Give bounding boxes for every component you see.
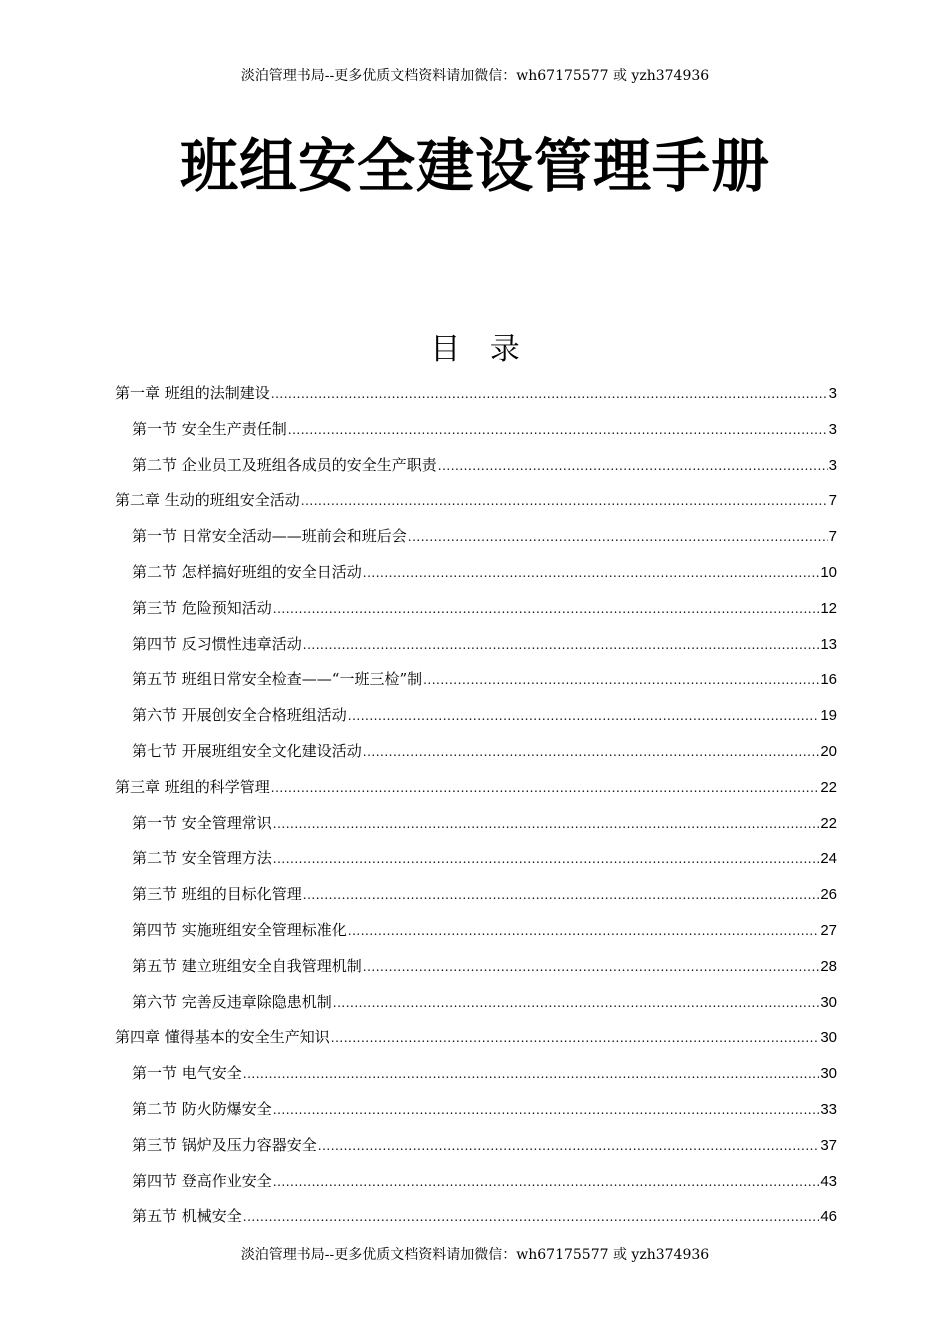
toc-page-number: 12 [820, 599, 837, 617]
toc-dot-leader [348, 699, 820, 735]
toc-entry-title: 第四章 懂得基本的安全生产知识 [115, 1028, 330, 1047]
toc-dot-leader [273, 842, 820, 878]
toc-dot-leader [243, 1057, 820, 1093]
toc-page-number: 24 [820, 850, 837, 868]
toc-entry-title: 第四节 反习惯性违章活动 [132, 634, 302, 653]
toc-section-entry[interactable] [115, 1164, 837, 1200]
toc-entry-title: 第三节 危险预知活动 [132, 598, 272, 617]
toc-page-number: 3 [828, 456, 837, 474]
toc-section-entry[interactable] [115, 448, 837, 484]
toc-page-number: 3 [828, 385, 837, 402]
toc-dot-leader [271, 771, 820, 807]
table-of-contents [115, 376, 837, 1235]
toc-page-number: 22 [820, 778, 837, 796]
toc-entry-title: 第三章 班组的科学管理 [115, 777, 270, 796]
toc-dot-leader [438, 449, 828, 485]
toc-entry-title: 第二章 生动的班组安全活动 [115, 491, 300, 510]
toc-page-number: 13 [820, 635, 837, 653]
toc-dot-leader [363, 735, 820, 771]
toc-page-number: 43 [820, 1172, 837, 1190]
toc-section-entry[interactable] [115, 1128, 837, 1164]
toc-page-number: 10 [820, 563, 837, 581]
toc-section-entry[interactable] [115, 734, 837, 770]
toc-entry-title: 第一节 安全管理常识 [132, 813, 272, 832]
toc-section-entry[interactable] [115, 519, 837, 555]
toc-page-number: 7 [828, 492, 837, 510]
toc-entry-title: 第二节 防火防爆安全 [132, 1099, 272, 1118]
toc-dot-leader [363, 950, 820, 986]
toc-page-number: 30 [820, 1029, 837, 1047]
toc-dot-leader [303, 628, 820, 664]
toc-dot-leader [423, 663, 819, 699]
toc-page-number: 28 [820, 957, 837, 975]
toc-heading: 目 录 [430, 332, 530, 367]
toc-page-number: 20 [820, 742, 837, 760]
toc-entry-title: 第三节 锅炉及压力容器安全 [132, 1135, 317, 1154]
toc-section-entry[interactable] [115, 913, 837, 949]
toc-dot-leader [363, 556, 820, 592]
toc-entry-title: 第五节 班组日常安全检查——“一班三检”制 [132, 670, 423, 689]
toc-entry-title: 第一节 日常安全活动——班前会和班后会 [132, 527, 407, 546]
toc-page-number: 26 [820, 886, 837, 904]
toc-section-entry[interactable] [115, 627, 837, 663]
toc-dot-leader [348, 914, 820, 950]
toc-dot-leader [301, 484, 828, 520]
toc-section-entry[interactable] [115, 591, 837, 627]
toc-entry-title: 第六节 开展创安全合格班组活动 [132, 706, 347, 725]
toc-section-entry[interactable] [115, 698, 837, 734]
toc-entry-title: 第五节 机械安全 [132, 1207, 242, 1226]
toc-section-entry[interactable] [115, 877, 837, 913]
toc-dot-leader [408, 520, 828, 556]
toc-chapter-entry[interactable] [115, 483, 837, 519]
toc-section-entry[interactable] [115, 806, 837, 842]
document-title: 班组安全建设管理手册 [179, 132, 770, 200]
toc-dot-leader [273, 807, 820, 843]
toc-section-entry[interactable] [115, 1092, 837, 1128]
toc-dot-leader [331, 1021, 820, 1057]
toc-page-number: 30 [820, 1065, 837, 1083]
toc-page-number: 37 [820, 1136, 837, 1154]
toc-dot-leader [303, 878, 820, 914]
toc-page-number: 33 [820, 1100, 837, 1118]
toc-entry-title: 第三节 班组的目标化管理 [132, 885, 302, 904]
header-note: 淡泊管理书局--更多优质文档资料请加微信：wh67175577 或 yzh374936 [240, 68, 710, 84]
toc-section-entry[interactable] [115, 662, 837, 698]
toc-entry-title: 第七节 开展班组安全文化建设活动 [132, 741, 362, 760]
toc-entry-title: 第四节 实施班组安全管理标准化 [132, 920, 347, 939]
toc-section-entry[interactable] [115, 949, 837, 985]
toc-section-entry[interactable] [115, 412, 837, 448]
toc-page-number: 30 [820, 993, 837, 1011]
toc-entry-title: 第一节 安全生产责任制 [132, 419, 287, 438]
toc-dot-leader [243, 1200, 820, 1236]
footer-note: 淡泊管理书局--更多优质文档资料请加微信：wh67175577 或 yzh374936 [240, 1247, 710, 1263]
toc-dot-leader [273, 1165, 820, 1201]
toc-page-number: 16 [820, 671, 837, 689]
toc-dot-leader [318, 1129, 820, 1165]
toc-entry-title: 第二节 怎样搞好班组的安全日活动 [132, 562, 362, 581]
toc-entry-title: 第一节 电气安全 [132, 1064, 242, 1083]
toc-dot-leader [333, 986, 820, 1022]
toc-dot-leader [288, 413, 828, 449]
toc-page-number: 27 [820, 921, 837, 939]
toc-page-number: 7 [828, 528, 837, 546]
toc-page-number: 3 [828, 420, 837, 438]
toc-dot-leader [273, 1093, 820, 1129]
toc-entry-title: 第二节 安全管理方法 [132, 849, 272, 868]
toc-dot-leader [273, 592, 820, 628]
toc-chapter-entry[interactable] [115, 376, 837, 412]
toc-section-entry[interactable] [115, 841, 837, 877]
toc-entry-title: 第六节 完善反违章除隐患机制 [132, 992, 332, 1011]
toc-entry-title: 第二节 企业员工及班组各成员的安全生产职责 [132, 455, 437, 474]
toc-chapter-entry[interactable] [115, 770, 837, 806]
toc-section-entry[interactable] [115, 1056, 837, 1092]
toc-page-number: 46 [820, 1208, 837, 1226]
toc-section-entry[interactable] [115, 985, 837, 1021]
toc-entry-title: 第四节 登高作业安全 [132, 1171, 272, 1190]
toc-dot-leader [271, 377, 828, 413]
toc-chapter-entry[interactable] [115, 1020, 837, 1056]
toc-section-entry[interactable] [115, 555, 837, 591]
toc-page-number: 19 [820, 707, 837, 725]
toc-section-entry[interactable] [115, 1199, 837, 1235]
toc-entry-title: 第五节 建立班组安全自我管理机制 [132, 956, 362, 975]
toc-entry-title: 第一章 班组的法制建设 [115, 384, 270, 402]
toc-page-number: 22 [820, 814, 837, 832]
